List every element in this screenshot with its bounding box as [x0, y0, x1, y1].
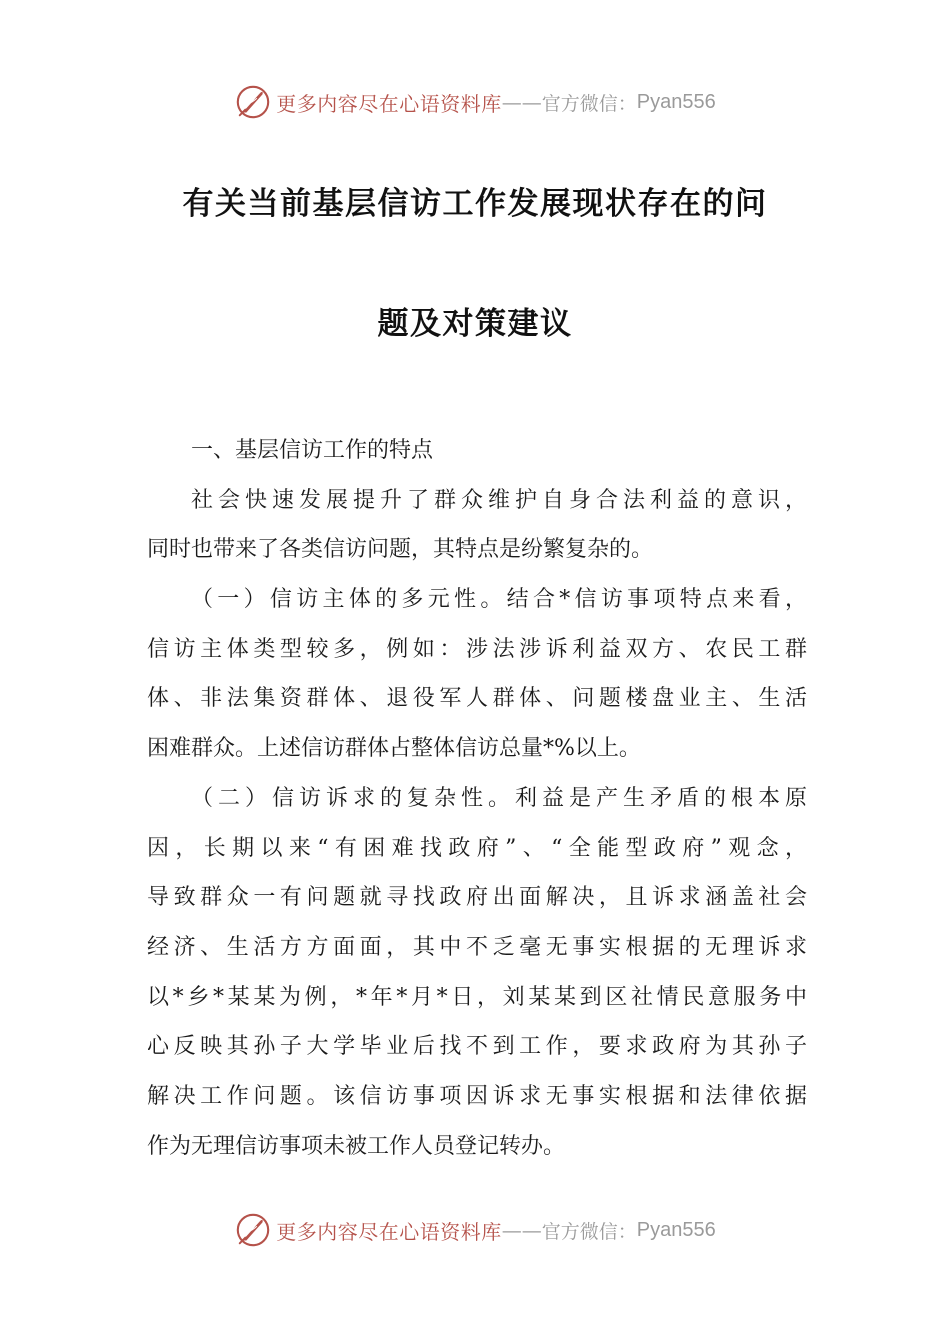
banner-text: 更多内容尽在心语资料库: [276, 91, 502, 116]
paragraph-line: 社会快速发展提升了群众维护自身合法利益的意识，: [191, 487, 807, 513]
paragraph-line: 导致群众一有问题就寻找政府出面解决，且诉求涵盖社会: [147, 885, 807, 911]
section-heading: 一、基层信访工作的特点: [191, 438, 434, 463]
paragraph-line: 同时也带来了各类信访问题，其特点是纷繁复杂的。: [147, 537, 654, 563]
banner-text: 更多内容尽在心语资料库: [276, 1219, 502, 1244]
paragraph-line: 心反映其孙子大学毕业后找不到工作，要求政府为其孙子: [147, 1034, 807, 1060]
banner-contact-id: Pyan556: [636, 90, 716, 113]
document-title-line-1: 有关当前基层信访工作发展现状存在的问: [182, 186, 768, 222]
banner-separator: ——: [501, 90, 542, 114]
paragraph-line: 解决工作问题。该信访事项因诉求无事实根据和法律依据: [147, 1083, 807, 1109]
paragraph-line: 信访主体类型较多，例如：涉法涉诉利益双方、农民工群: [147, 636, 807, 662]
banner-contact-label: 官方微信：: [541, 92, 637, 115]
paragraph-line: 经济、生活方方面面，其中不乏毫无事实根据的无理诉求: [147, 934, 807, 960]
banner-contact-id: Pyan556: [636, 1218, 716, 1241]
paragraph-line: 以*乡*某某为例，*年*月*日，刘某某到区社情民意服务中: [147, 984, 807, 1010]
header-watermark-banner: [0, 80, 950, 124]
paragraph-line: 作为无理信访事项未被工作人员登记转办。: [147, 1133, 566, 1159]
paragraph-line: 因，长期以来“有困难找政府”、“全能型政府”观念，: [147, 835, 807, 861]
quill-logo-icon: [234, 83, 272, 121]
paragraph-line: （二）信访诉求的复杂性。利益是产生矛盾的根本原: [191, 785, 807, 811]
paragraph-line: （一）信访主体的多元性。结合*信访事项特点来看，: [191, 587, 807, 613]
paragraph-line: 困难群众。上述信访群体占整体信访总量*%以上。: [147, 736, 641, 762]
document-title-line-2: 题及对策建议: [377, 306, 573, 342]
quill-logo-icon: [234, 1211, 272, 1249]
banner-separator: ——: [501, 1218, 542, 1242]
footer-watermark-banner: [0, 1208, 950, 1252]
banner-contact-label: 官方微信：: [541, 1220, 637, 1243]
paragraph-line: 体、非法集资群体、退役军人群体、问题楼盘业主、生活: [147, 686, 807, 712]
document-body: [147, 426, 807, 1171]
